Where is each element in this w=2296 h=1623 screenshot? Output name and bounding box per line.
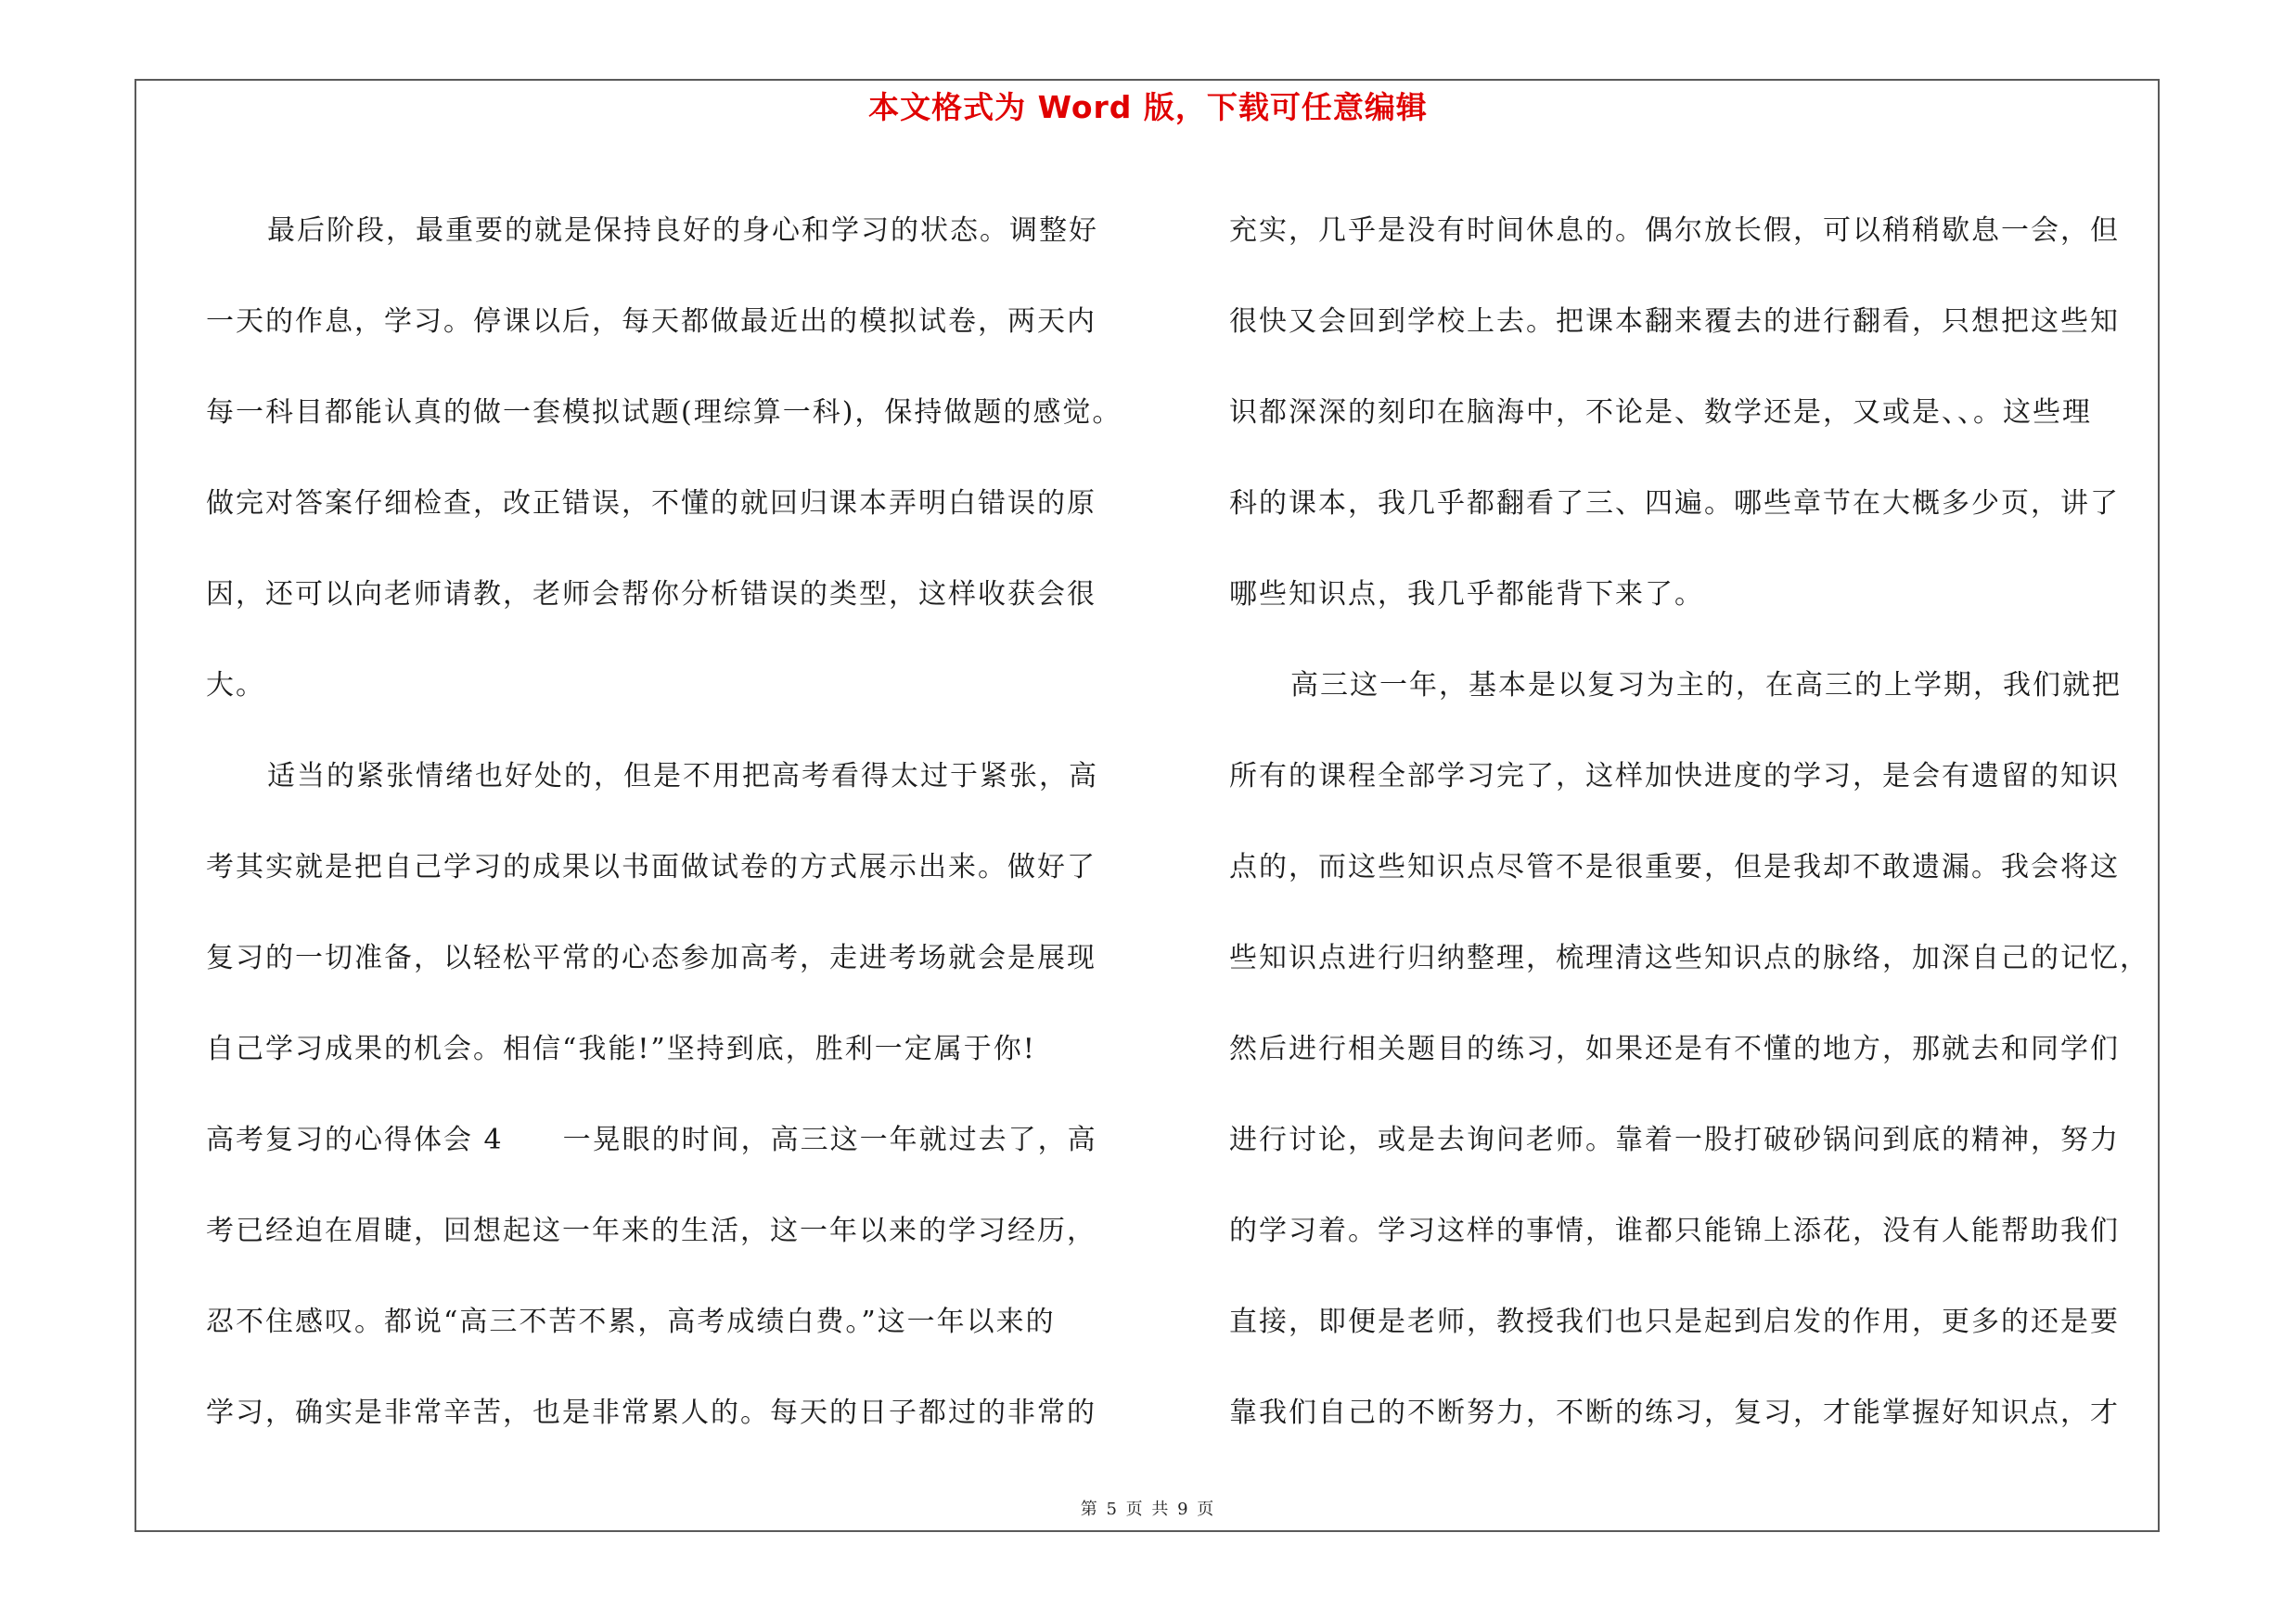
text-line: 直接，即便是老师，教授我们也只是起到启发的作用，更多的还是要 xyxy=(1229,1306,2120,1338)
text-line: 高三这一年，基本是以复习为主的，在高三的上学期，我们就把 xyxy=(1290,669,2122,702)
text-line: 科的课本，我几乎都翻看了三、四遍。哪些章节在大概多少页，讲了 xyxy=(1229,487,2120,520)
text-line: 进行讨论，或是去询问老师。靠着一股打破砂锅问到底的精神，努力 xyxy=(1229,1124,2120,1156)
text-line: 所有的课程全部学习完了，这样加快进度的学习，是会有遗留的知识 xyxy=(1229,760,2120,792)
text-line: 考其实就是把自己学习的成果以书面做试卷的方式展示出来。做好了 xyxy=(206,851,1097,883)
left-column xyxy=(206,186,1152,1459)
text-line: 充实，几乎是没有时间休息的。偶尔放长假，可以稍稍歇息一会，但 xyxy=(1229,214,2120,247)
text-line: 哪些知识点，我几乎都能背下来了。 xyxy=(1229,578,1704,611)
text-line: 学习，确实是非常辛苦，也是非常累人的。每天的日子都过的非常的 xyxy=(206,1397,1097,1429)
text-line: 大。 xyxy=(206,669,265,702)
text-line: 自己学习成果的机会。相信“我能!”坚持到底，胜利一定属于你! xyxy=(206,1033,1036,1065)
text-line: 忍不住感叹。都说“高三不苦不累，高考成绩白费。”这一年以来的 xyxy=(206,1306,1056,1338)
text-line: 然后进行相关题目的练习，如果还是有不懂的地方，那就去和同学们 xyxy=(1229,1033,2120,1065)
text-line: 适当的紧张情绪也好处的，但是不用把高考看得太过于紧张，高 xyxy=(267,760,1098,792)
text-line: 的学习着。学习这样的事情，谁都只能锦上添花，没有人能帮助我们 xyxy=(1229,1215,2120,1247)
text-line: 因，还可以向老师请教，老师会帮你分析错误的类型，这样收获会很 xyxy=(206,578,1097,611)
format-banner: 本文格式为 Word 版，下载可任意编辑 xyxy=(868,89,1428,125)
text-line: 靠我们自己的不断努力，不断的练习，复习，才能掌握好知识点，才 xyxy=(1229,1397,2120,1429)
text-line: 最后阶段，最重要的就是保持良好的身心和学习的状态。调整好 xyxy=(267,214,1098,247)
text-line: 每一科目都能认真的做一套模拟试题(理综算一科)，保持做题的感觉。 xyxy=(206,396,1122,429)
text-line: 一天的作息，学习。停课以后，每天都做最近出的模拟试卷，两天内 xyxy=(206,305,1097,338)
page-number: 第 5 页 共 9 页 xyxy=(1080,1500,1216,1519)
section-heading-line: 高考复习的心得体会 4 一晃眼的时间，高三这一年就过去了，高 xyxy=(206,1124,1097,1156)
text-line: 点的，而这些知识点尽管不是很重要，但是我却不敢遗漏。我会将这 xyxy=(1229,851,2120,883)
text-line: 考已经迫在眉睫，回想起这一年来的生活，这一年以来的学习经历， xyxy=(206,1215,1097,1247)
text-line: 做完对答案仔细检查，改正错误，不懂的就回归课本弄明白错误的原 xyxy=(206,487,1097,520)
text-line: 识都深深的刻印在脑海中，不论是、数学还是，又或是、、。这些理 xyxy=(1229,396,2092,429)
text-line: 很快又会回到学校上去。把课本翻来覆去的进行翻看，只想把这些知 xyxy=(1229,305,2120,338)
text-line: 些知识点进行归纳整理，梳理清这些知识点的脉络，加深自己的记忆， xyxy=(1229,942,2149,974)
text-line: 复习的一切准备，以轻松平常的心态参加高考，走进考场就会是展现 xyxy=(206,942,1097,974)
right-column xyxy=(1229,186,2175,1459)
